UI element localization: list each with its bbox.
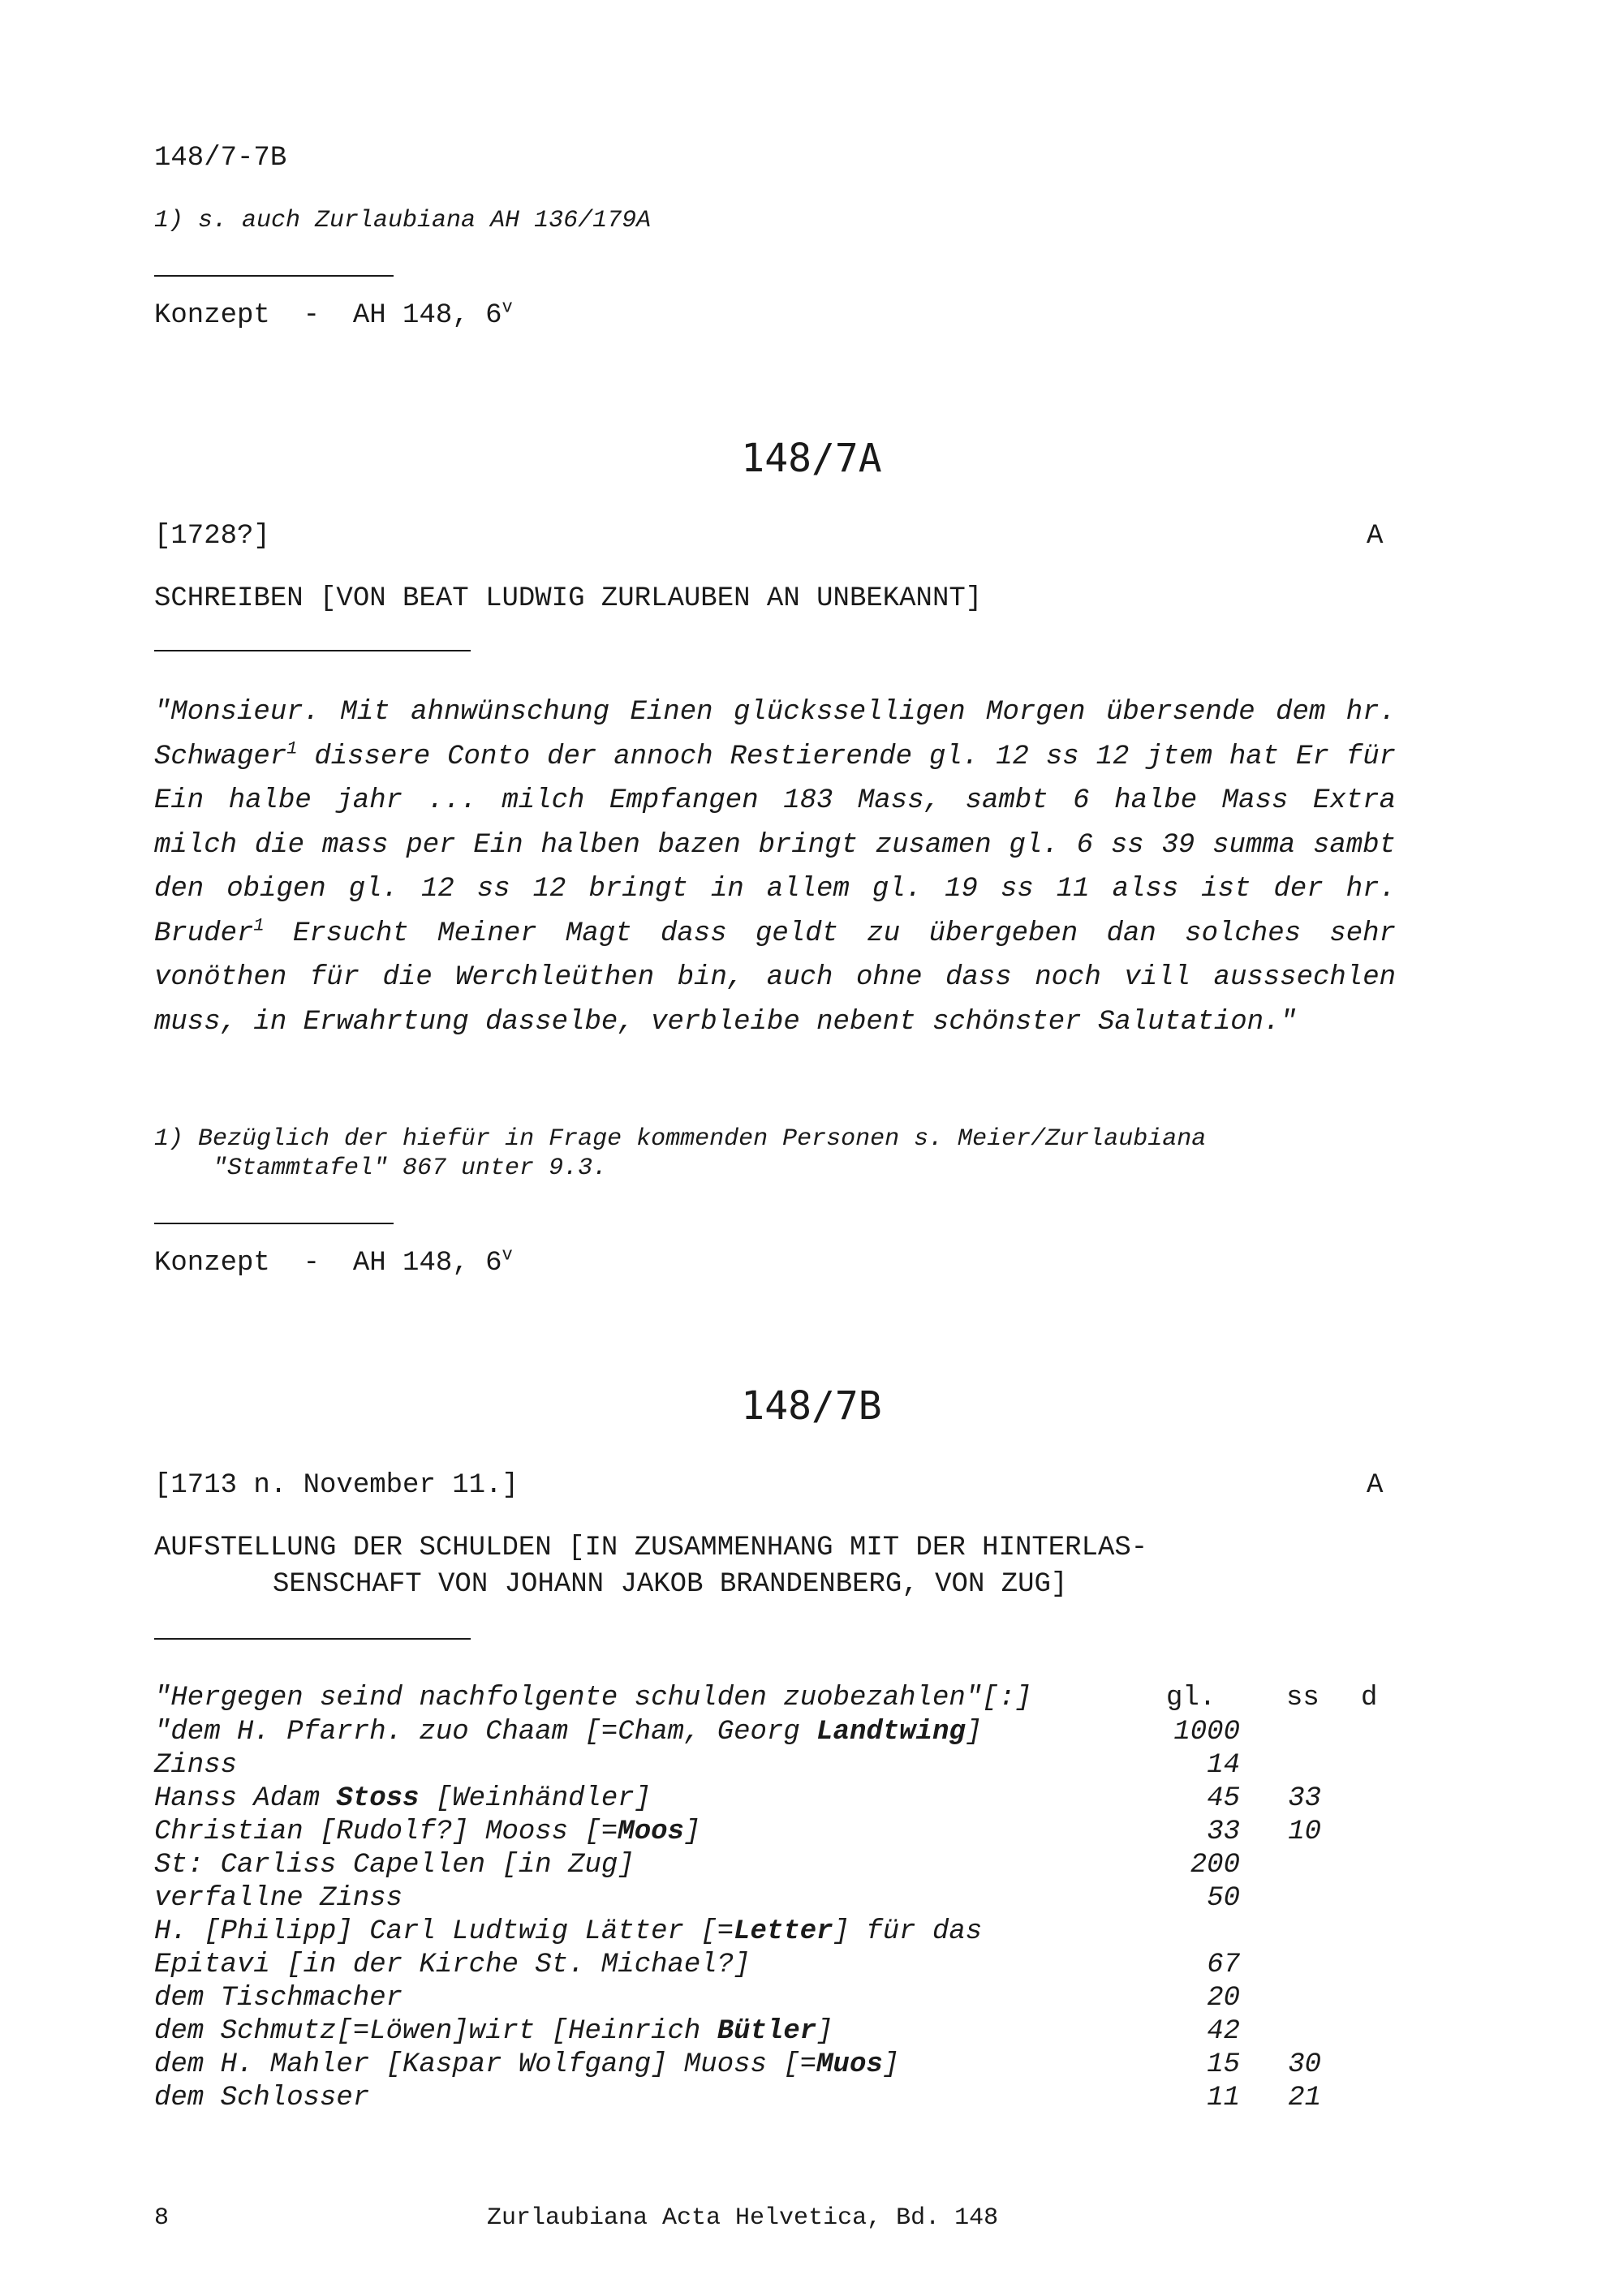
debt-row-gl: 33	[1207, 1817, 1240, 1847]
debt-row-gl: 67	[1207, 1950, 1240, 1980]
entry-title-7a: SCHREIBEN [VON BEAT LUDWIG ZURLAUBEN AN UNBEKANNT]	[154, 583, 983, 614]
debt-row-gl: 50	[1207, 1883, 1240, 1914]
footnote-divider	[154, 275, 394, 277]
debt-row-label: H. [Philipp] Carl Ludtwig Lätter [=Letter] für das	[154, 1916, 983, 1947]
debt-row-label: dem Schlosser	[154, 2083, 370, 2113]
debt-row-label: Zinss	[154, 1750, 238, 1781]
debt-row-label: St: Carliss Capellen [in Zug]	[154, 1850, 635, 1881]
debt-row-gl: 15	[1207, 2049, 1240, 2080]
debt-row-label: verfallne Zinss	[154, 1883, 403, 1914]
konzept-7a: Konzept - AH 148, 6$^v$	[154, 1245, 513, 1279]
debt-row-ss: 33	[1288, 1783, 1321, 1814]
debt-row-ss: 10	[1288, 1817, 1321, 1847]
debt-row-gl: 42	[1207, 2016, 1240, 2047]
debt-row-ss: 30	[1288, 2049, 1321, 2080]
title-divider-7b	[154, 1638, 471, 1640]
table-intro: "Hergegen seind nachfolgente schulden zuobezahlen"[:]	[154, 1683, 1032, 1713]
entry-heading-7a: 148/7A	[741, 436, 882, 481]
column-header-ss: ss	[1286, 1683, 1319, 1713]
title-divider-7a	[154, 650, 471, 651]
debt-row-label: dem Schmutz[=Löwen]wirt [Heinrich Bütler]	[154, 2016, 833, 2047]
letter-text: "Monsieur. Mit ahnwünschung Einen glücksselligen Morgen übersende dem hr. Schwager$^1$ dissere Conto der annoch Restierende gl. 12 ss 12 jtem hat Er für Ein halbe jahr ... milch Empfangen 183 Mass, sambt 6 halbe Mass Extra milch die mass per Ein halben bazen bringt zusamen gl. 6 ss 39 summa sambt den obigen gl. 12 ss 12 bringt in allem gl. 19 ss 11 alss ist der hr. Bruder$^1$ Ersucht Meiner Magt dass geldt zu übergeben dan solches sehr vonöthen für die Werchleüthen bin, auch ohne dass noch vill ausssechlen muss, in Erwahrtung dasselbe, verbleibe nebent schönster Salutation."	[154, 697, 1396, 1038]
footnote-line-1: 1) Bezüglich der hiefür in Frage kommenden Personen s. Meier/Zurlaubiana	[154, 1125, 1207, 1153]
page-reference: 148/7-7B	[154, 143, 287, 174]
debt-row-label: "dem H. Pfarrh. zuo Chaam [=Cham, Georg Landtwing]	[154, 1717, 983, 1748]
footnote-line-2: "Stammtafel" 867 unter 9.3.	[213, 1154, 608, 1182]
entry-date-7a: [1728?]	[154, 521, 270, 552]
debt-row-gl: 14	[1207, 1750, 1240, 1781]
debt-row-label: Epitavi [in der Kirche St. Michael?]	[154, 1950, 751, 1980]
footer-series: Zurlaubiana Acta Helvetica, Bd. 148	[487, 2204, 999, 2232]
debt-row-label: dem H. Mahler [Kaspar Wolfgang] Muoss [=Muos]	[154, 2049, 900, 2080]
entry-type-mark-7a: A	[1367, 521, 1384, 552]
debt-row-gl: 1000	[1173, 1717, 1240, 1748]
debt-row-label: dem Tischmacher	[154, 1983, 403, 2014]
debt-row-gl: 45	[1207, 1783, 1240, 1814]
debt-row-gl: 11	[1207, 2083, 1240, 2113]
entry-title-7b-line-1: AUFSTELLUNG DER SCHULDEN [IN ZUSAMMENHANG MIT DER HINTERLAS-	[154, 1533, 1148, 1563]
column-header-d: d	[1361, 1683, 1378, 1713]
debt-row-label: Hanss Adam Stoss [Weinhändler]	[154, 1783, 652, 1814]
debt-row-gl: 200	[1190, 1850, 1240, 1881]
debt-row-gl: 20	[1207, 1983, 1240, 2014]
debt-row-ss: 21	[1288, 2083, 1321, 2113]
page-number: 8	[154, 2204, 170, 2232]
entry-title-7b-line-2: SENSCHAFT VON JOHANN JAKOB BRANDENBERG, VON ZUG]	[273, 1569, 1068, 1600]
entry-heading-7b: 148/7B	[741, 1383, 882, 1429]
previous-footnote: 1) s. auch Zurlaubiana AH 136/179A	[154, 207, 652, 234]
debt-row-label: Christian [Rudolf?] Mooss [=Moos]	[154, 1817, 701, 1847]
column-header-gl: gl.	[1166, 1683, 1216, 1713]
footnote-divider-7a	[154, 1223, 394, 1224]
previous-konzept: Konzept - AH 148, 6$^v$	[154, 297, 513, 331]
entry-date-7b: [1713 n. November 11.]	[154, 1470, 519, 1501]
entry-type-mark-7b: A	[1367, 1470, 1384, 1501]
